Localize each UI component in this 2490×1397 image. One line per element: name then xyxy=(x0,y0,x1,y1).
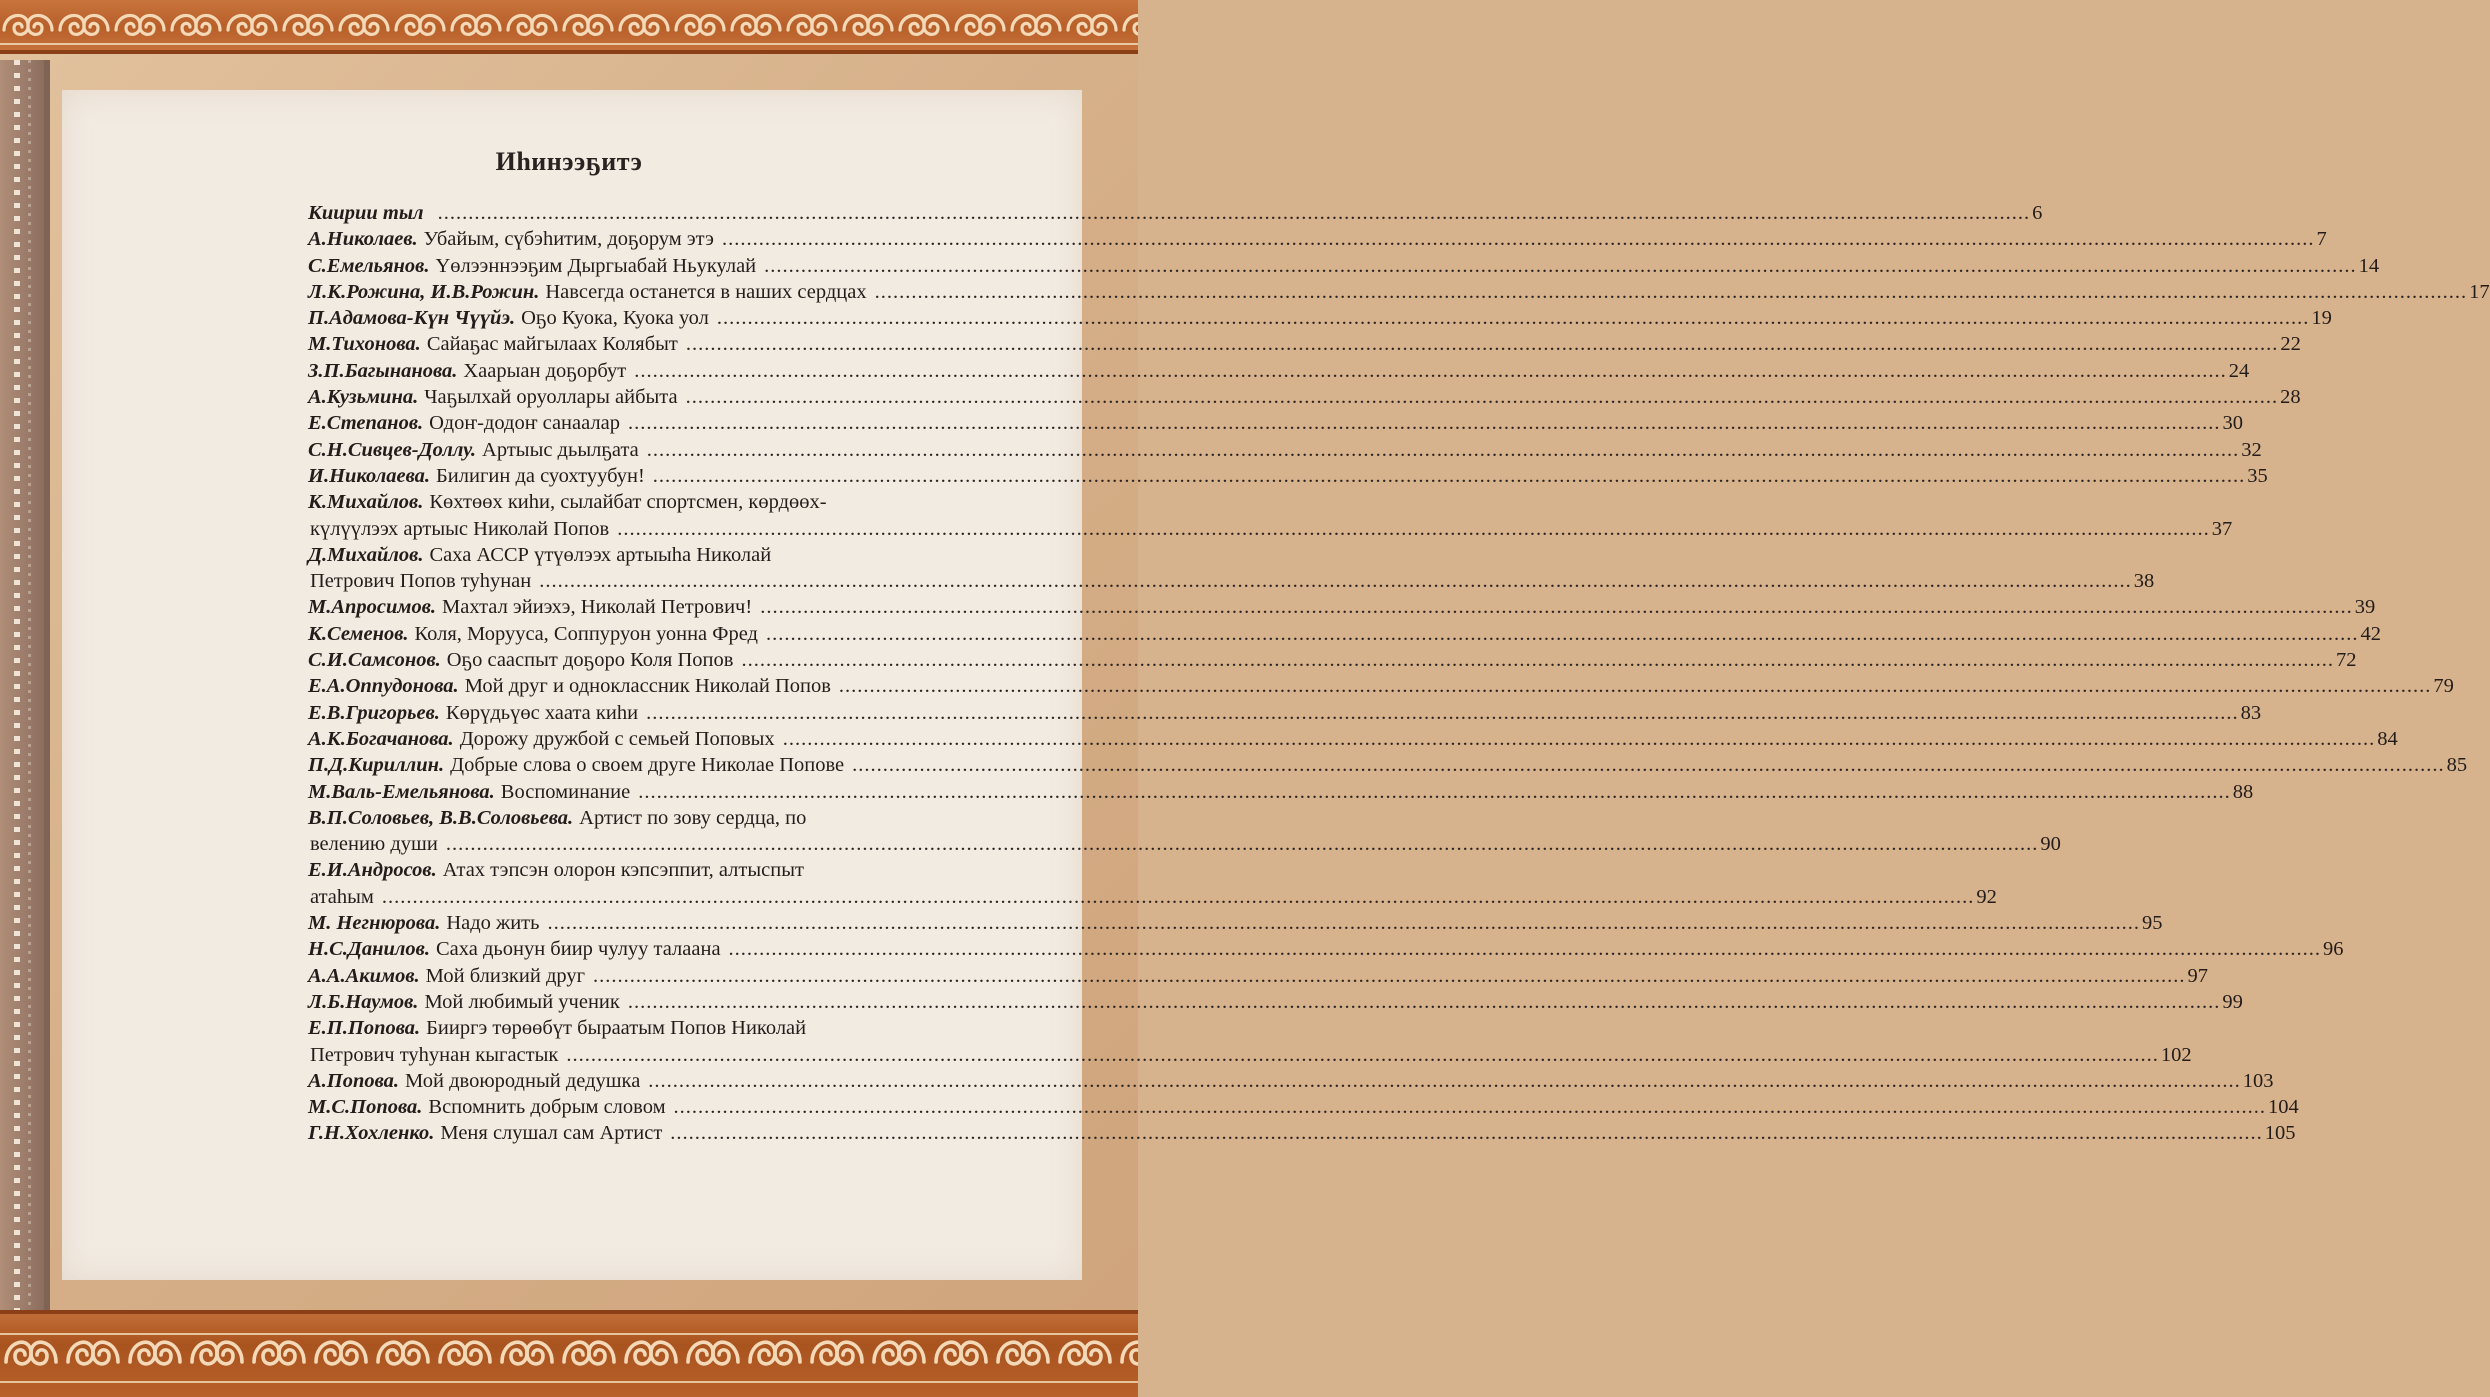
toc-page-number: 88 xyxy=(2232,780,2254,803)
toc-title: Воспоминание xyxy=(500,780,631,803)
toc-leader: .................................................................................................................................................................................................................................................................... xyxy=(634,359,2227,382)
toc-author: Е.В.Григорьев. xyxy=(308,701,440,724)
top-ornament-band xyxy=(0,0,1138,54)
toc-page-number: 7 xyxy=(2316,228,2327,251)
toc-entry xyxy=(308,331,2301,357)
toc-page-number: 37 xyxy=(2211,517,2233,540)
toc-leader: .................................................................................................................................................................................................................................................................... xyxy=(593,964,2186,987)
toc-leader: .................................................................................................................................................................................................................................................................... xyxy=(685,333,2279,356)
toc-title-continued: велению души xyxy=(310,833,438,856)
toc-title: Коля, Моруусa, Соппуруон уонна Фред xyxy=(414,622,758,645)
toc-page-number: 14 xyxy=(2358,254,2380,277)
toc-author: М. Негнюрова. xyxy=(308,912,441,935)
toc-entry xyxy=(308,752,2468,778)
toc-entry xyxy=(308,936,2344,962)
toc-author: Е.П.Попова. xyxy=(308,1017,421,1040)
toc-entry xyxy=(308,279,2490,305)
toc-page-number: 105 xyxy=(2264,1122,2296,1145)
toc-author: А.К.Богачанова. xyxy=(308,727,454,750)
toc-leader: .................................................................................................................................................................................................................................................................... xyxy=(381,885,1975,908)
toc-leader: .................................................................................................................................................................................................................................................................... xyxy=(728,938,2322,961)
bottom-ornament-band xyxy=(0,1310,1138,1397)
toc-title: Добрые слова о своем друге Николае Попове xyxy=(450,754,845,777)
toc-author: С.Н.Сивцев-Доллу. xyxy=(308,438,477,461)
toc-leader: .................................................................................................................................................................................................................................................................... xyxy=(627,412,2221,435)
toc-title: Көхтөөх киhи, сылайбат спортсмен, көрдөөх- xyxy=(429,491,827,514)
toc-title: Вспомнить добрым словом xyxy=(428,1096,666,1119)
toc-page-number: 83 xyxy=(2240,701,2262,724)
toc-title: Артист по зову сердца, по xyxy=(579,806,807,829)
toc-title: Сайаҕас майгылаах Колябыт xyxy=(426,333,678,356)
toc-title: Меня слушал сам Артист xyxy=(440,1122,663,1145)
toc-leader: .................................................................................................................................................................................................................................................................... xyxy=(670,1122,2263,1145)
toc-page-number: 92 xyxy=(1976,885,1997,908)
toc-page-number: 22 xyxy=(2280,333,2301,356)
toc-page-number: 39 xyxy=(2354,596,2376,619)
toc-author: А.Кузьмина. xyxy=(308,386,419,409)
toc-author: А.Попова. xyxy=(308,1069,400,1092)
toc-author: Н.С.Данилов. xyxy=(308,938,430,961)
toc-author: В.П.Соловьев, В.В.Соловьева. xyxy=(308,806,574,829)
scroll-ornament-bottom xyxy=(0,1310,1138,1397)
toc-title: Көрүдьүөс хаата киhи xyxy=(445,701,639,724)
toc-title: Саха АССР үтүөлээх артыыhа Николай xyxy=(429,543,772,566)
toc-entry xyxy=(308,1068,2274,1094)
toc-page-number: 79 xyxy=(2433,675,2454,698)
scroll-ornament-top xyxy=(0,0,1138,54)
strip-border xyxy=(44,60,50,1310)
toc-entry xyxy=(308,857,1997,910)
toc-entry xyxy=(308,989,2243,1015)
toc-entry xyxy=(308,726,2398,752)
toc-author: И.Николаева. xyxy=(308,464,431,487)
toc-author: К.Михайлов. xyxy=(308,491,424,514)
toc-author: Е.А.Оппудонова. xyxy=(308,675,459,698)
toc-title: Билигин да суохтуубун! xyxy=(436,464,645,487)
toc-leader: .................................................................................................................................................................................................................................................................... xyxy=(741,649,2334,672)
toc-author: К.Семенов. xyxy=(308,622,409,645)
toc-author: Д.Михайлов. xyxy=(308,543,424,566)
toc-entry xyxy=(308,253,2380,279)
toc-title: Оҕо Куока, Куока уол xyxy=(521,307,709,330)
toc-title: Одоҥ-додоҥ санаалар xyxy=(429,412,620,435)
toc-entry xyxy=(308,489,2233,542)
toc-entry xyxy=(308,910,2163,936)
toc-author: М.С.Попова. xyxy=(308,1096,423,1119)
toc-page-number: 84 xyxy=(2377,727,2398,750)
toc-entry xyxy=(308,1120,2296,1146)
toc-page-number: 99 xyxy=(2222,990,2243,1013)
toc-title: Үөлээннээҕим Дыргыабай Ньукулай xyxy=(435,254,757,277)
toc-page-number: 30 xyxy=(2222,412,2243,435)
toc-author: С.И.Самсонов. xyxy=(308,649,441,672)
toc-author: А.А.Акимов. xyxy=(308,964,420,987)
toc-page-number: 90 xyxy=(2040,833,2061,856)
toc-author: Л.К.Рожина, И.В.Рожин. xyxy=(308,280,540,303)
toc-entry xyxy=(308,700,2262,726)
toc-leader: .................................................................................................................................................................................................................................................................... xyxy=(638,780,2231,803)
toc-title: Убайым, сүбэhитим, доҕорум этэ xyxy=(423,228,714,251)
toc-author: С.Емельянов. xyxy=(308,254,430,277)
table-of-contents xyxy=(308,200,2490,1147)
toc-page-number: 72 xyxy=(2335,649,2357,672)
toc-author: П.Д.Кириллин. xyxy=(308,754,445,777)
toc-page-number: 96 xyxy=(2323,938,2344,961)
toc-entry xyxy=(308,200,2043,226)
toc-title: Мой любимый ученик xyxy=(424,990,620,1013)
toc-entry xyxy=(308,410,2243,436)
toc-entry xyxy=(308,594,2376,620)
toc-entry xyxy=(308,647,2357,673)
toc-title: Артыыс дьылҕата xyxy=(482,438,639,461)
toc-title: Атах тэпсэн олорон кэпсэппит, алтыспыт xyxy=(442,859,804,882)
toc-title: Махтал эйиэхэ, Николай Петрович! xyxy=(442,596,753,619)
toc-leader: .................................................................................................................................................................................................................................................................... xyxy=(716,307,2310,330)
toc-title: Надо жить xyxy=(446,912,540,935)
toc-leader: .................................................................................................................................................................................................................................................................... xyxy=(852,754,2445,777)
toc-title-continued: Петрович туhунан кыгастык xyxy=(310,1043,559,1066)
toc-leader: .................................................................................................................................................................................................................................................................... xyxy=(646,701,2239,724)
toc-entry xyxy=(308,384,2301,410)
toc-leader: .................................................................................................................................................................................................................................................................... xyxy=(685,386,2279,409)
toc-title: Хаарыан доҕорбут xyxy=(463,359,627,382)
toc-author: М.Валь-Емельянова. xyxy=(308,780,495,803)
toc-entry xyxy=(308,542,2155,595)
toc-entry xyxy=(308,226,2327,252)
toc-author: П.Адамова-Күн Чүүйэ. xyxy=(308,307,516,330)
toc-leader: .................................................................................................................................................................................................................................................................... xyxy=(648,1069,2241,1092)
toc-title: Чаҕылхай оруоллары айбыта xyxy=(424,386,678,409)
toc-entry xyxy=(308,358,2250,384)
toc-author: Е.Степанов. xyxy=(308,412,424,435)
toc-leader: .................................................................................................................................................................................................................................................................... xyxy=(721,228,2315,251)
toc-title: Мой двоюродный дедушка xyxy=(405,1069,641,1092)
toc-title-continued: Петрович Попов туhунан xyxy=(310,570,532,593)
toc-leader: .................................................................................................................................................................................................................................................................... xyxy=(652,464,2246,487)
toc-page-number: 42 xyxy=(2360,622,2381,645)
toc-page-number: 103 xyxy=(2242,1069,2274,1092)
toc-leader: .................................................................................................................................................................................................................................................................... xyxy=(539,570,2132,593)
toc-author: А.Николаев. xyxy=(308,228,418,251)
toc-entry xyxy=(308,621,2381,647)
toc-page-number: 35 xyxy=(2247,464,2268,487)
toc-entry xyxy=(308,805,2061,858)
toc-author: Л.Б.Наумов. xyxy=(308,990,419,1013)
toc-author: З.П.Багынанова. xyxy=(308,359,458,382)
toc-author: Киирии тыл xyxy=(308,202,424,224)
toc-title: Бииргэ төрөөбүт быраатым Попов Николай xyxy=(426,1017,807,1040)
toc-page-number: 17 xyxy=(2469,280,2490,303)
toc-leader: .................................................................................................................................................................................................................................................................... xyxy=(673,1096,2267,1119)
toc-leader: .................................................................................................................................................................................................................................................................... xyxy=(874,280,2468,303)
toc-entry xyxy=(308,463,2268,489)
toc-entry xyxy=(308,305,2332,331)
toc-page-number: 19 xyxy=(2311,307,2332,330)
toc-page-number: 38 xyxy=(2133,570,2155,593)
page-title: Иhинээҕитэ xyxy=(495,147,643,176)
toc-page-number: 24 xyxy=(2228,359,2250,382)
toc-author: М.Тихонова. xyxy=(308,333,421,356)
toc-entry xyxy=(308,673,2454,699)
toc-title-continued: күлүүлээх артыыс Николай Попов xyxy=(310,517,610,540)
toc-page-number: 6 xyxy=(2032,202,2043,224)
toc-title: Навсегда останется в наших сердцах xyxy=(545,280,867,303)
toc-leader: .................................................................................................................................................................................................................................................................... xyxy=(765,622,2359,645)
toc-entry xyxy=(308,1094,2299,1120)
toc-entry xyxy=(308,779,2254,805)
toc-title: Мой близкий друг xyxy=(425,964,586,987)
toc-leader: .................................................................................................................................................................................................................................................................... xyxy=(445,833,2039,856)
toc-title: Оҕо сааспыт доҕоро Коля Попов xyxy=(446,649,734,672)
toc-page-number: 85 xyxy=(2446,754,2468,777)
toc-page-number: 104 xyxy=(2268,1096,2299,1119)
toc-leader: .................................................................................................................................................................................................................................................................... xyxy=(547,912,2140,935)
toc-leader: .................................................................................................................................................................................................................................................................... xyxy=(764,254,2357,277)
toc-entry xyxy=(308,1015,2192,1068)
toc-title: Мой друг и одноклассник Николай Попов xyxy=(464,675,831,698)
toc-author: Г.Н.Хохленко. xyxy=(308,1122,435,1145)
toc-leader: .................................................................................................................................................................................................................................................................... xyxy=(437,202,2031,224)
toc-leader: .................................................................................................................................................................................................................................................................... xyxy=(760,596,2353,619)
toc-leader: .................................................................................................................................................................................................................................................................... xyxy=(566,1043,2159,1066)
toc-leader: .................................................................................................................................................................................................................................................................... xyxy=(782,727,2376,750)
toc-leader: .................................................................................................................................................................................................................................................................... xyxy=(646,438,2240,461)
toc-leader: .................................................................................................................................................................................................................................................................... xyxy=(617,517,2210,540)
toc-title: Саха дьонун биир чулуу талаана xyxy=(435,938,721,961)
toc-title-continued: атаhым xyxy=(310,885,374,908)
perforated-strip xyxy=(0,60,44,1310)
toc-page-number: 97 xyxy=(2187,964,2209,987)
toc-page-number: 32 xyxy=(2241,438,2262,461)
toc-title: Дорожу дружбой с семьей Поповых xyxy=(459,727,775,750)
toc-page-number: 102 xyxy=(2160,1043,2192,1066)
toc-leader: .................................................................................................................................................................................................................................................................... xyxy=(838,675,2432,698)
toc-page-number: 95 xyxy=(2142,912,2163,935)
toc-author: Е.И.Андросов. xyxy=(308,859,437,882)
toc-entry xyxy=(308,437,2262,463)
toc-entry xyxy=(308,963,2209,989)
toc-author: М.Апросимов. xyxy=(308,596,437,619)
toc-page-number: 28 xyxy=(2280,386,2301,409)
toc-leader: .................................................................................................................................................................................................................................................................... xyxy=(627,990,2221,1013)
